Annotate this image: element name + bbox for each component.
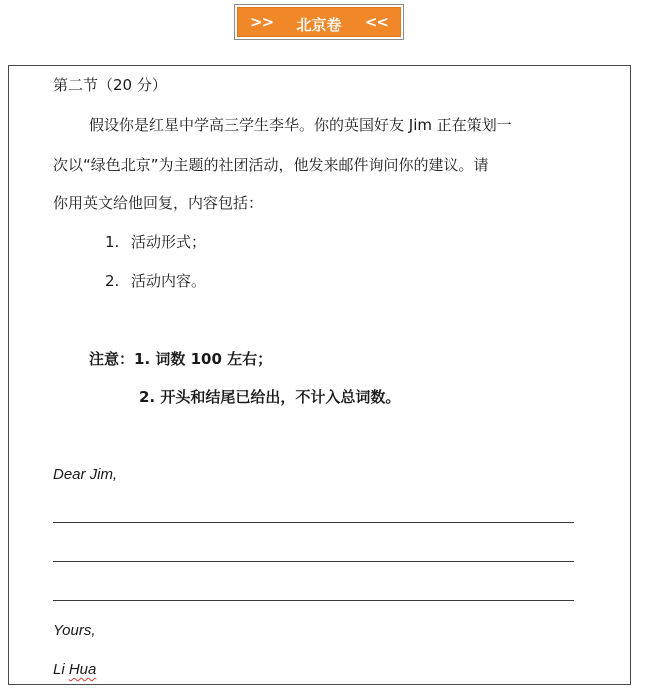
note-label: 注意： bbox=[89, 350, 135, 368]
prompt-line-2: 次以“绿色北京”为主题的社团活动，他发来邮件询问你的建议。请 bbox=[53, 156, 489, 174]
double-chevron-right-icon: >> bbox=[250, 13, 274, 31]
answer-line bbox=[53, 561, 574, 562]
banner-title: 北京卷 bbox=[296, 16, 342, 34]
letter-closing: Yours, bbox=[53, 622, 96, 639]
note-text-1: 1. 词数 100 左右； bbox=[134, 350, 273, 368]
double-chevron-left-icon: << bbox=[364, 13, 388, 31]
province-banner bbox=[234, 4, 404, 40]
list-item-number: 2. bbox=[105, 272, 120, 290]
list-item bbox=[105, 270, 206, 291]
note-line-2 bbox=[139, 386, 400, 407]
prompt-line-3: 你用英文给他回复，内容包括： bbox=[53, 194, 264, 212]
list-item-text: 活动内容。 bbox=[131, 272, 207, 290]
signature-last: Hua bbox=[68, 661, 97, 678]
answer-line bbox=[53, 600, 574, 601]
list-item bbox=[105, 231, 206, 252]
list-item-number: 1. bbox=[105, 233, 120, 251]
list-item-text: 活动形式； bbox=[131, 233, 207, 251]
letter-greeting: Dear Jim, bbox=[53, 466, 118, 483]
section-title: 第二节（20 分） bbox=[53, 76, 167, 94]
letter-signature bbox=[53, 661, 96, 678]
note-line-1 bbox=[89, 348, 272, 369]
answer-line bbox=[53, 522, 574, 523]
signature-first: Li bbox=[53, 661, 69, 678]
note-text-2: 2. 开头和结尾已给出，不计入总词数。 bbox=[139, 388, 401, 406]
banner-body bbox=[237, 7, 401, 37]
question-box bbox=[8, 65, 631, 685]
prompt-line-1: 假设你是红星中学高三学生李华。你的英国好友 Jim 正在策划一 bbox=[89, 116, 512, 134]
